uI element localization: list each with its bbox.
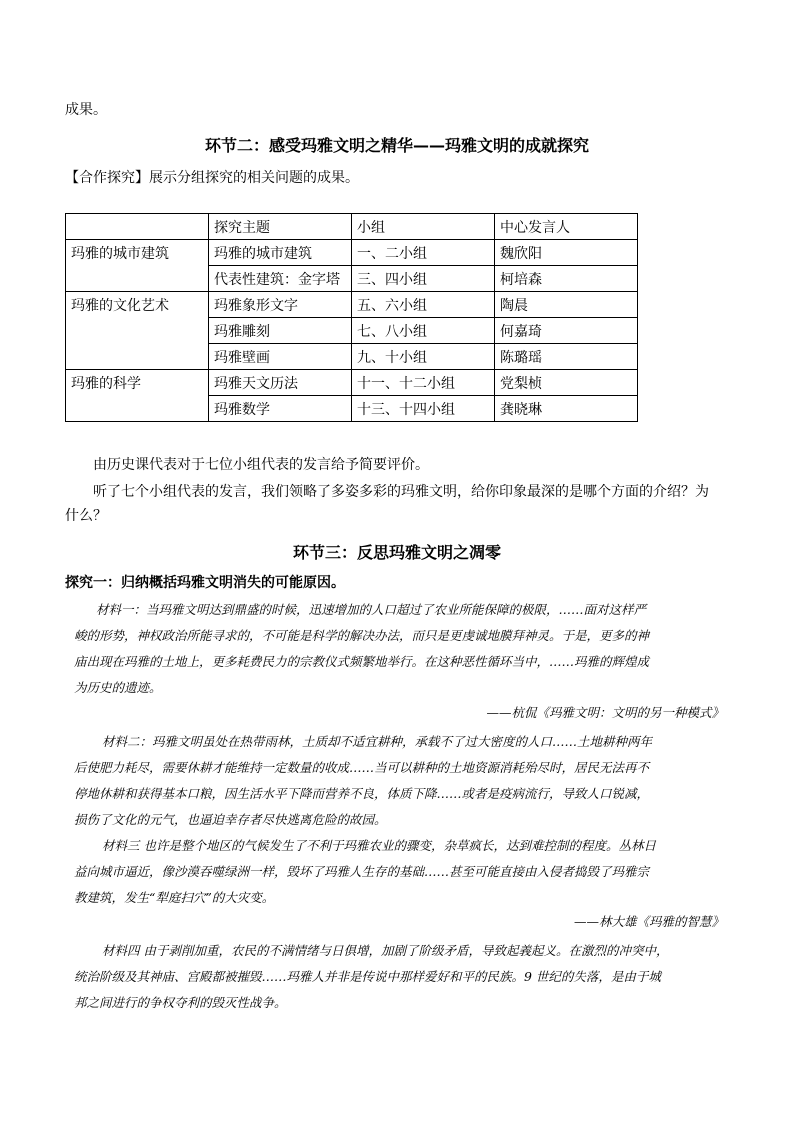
material1-line3: 庙出现在玛雅的土地上，更多耗费民力的宗教仪式频繁地举行。在这种恶性循环当中，……玛雅的辉煌成 — [74, 654, 650, 669]
table-cell: 玛雅雕刻 — [209, 318, 352, 344]
table-cell: 龚晓琳 — [495, 396, 638, 422]
table-cell: 玛雅壁画 — [209, 344, 352, 370]
group-name-cell: 玛雅的文化艺术 — [66, 292, 209, 370]
table-cell: 陶晨 — [495, 292, 638, 318]
table-row — [66, 370, 638, 396]
material4-line1: 材料四 由于剥削加重，农民的不满情绪与日俱增，加剧了阶级矛盾，导致起義起义。在激烈的冲突中， — [102, 943, 669, 958]
table-cell: 何嘉琦 — [495, 318, 638, 344]
group-table — [65, 213, 638, 422]
table-header-cell — [66, 214, 209, 240]
material2-line3: 停地休耕和获得基本口粮，因生活水平下降而营养不良，体质下降……或者是疫病流行，导致人口锐减， — [74, 786, 650, 801]
section2-title: 环节二：感受玛雅文明之精华——玛雅文明的成就探究 — [204, 136, 589, 155]
coop-line: 【合作探究】展示分组探究的相关问题的成果。 — [65, 170, 359, 186]
table-cell: 一、二小组 — [352, 240, 495, 266]
table-cell: 十三、十四小组 — [352, 396, 495, 422]
table-cell: 玛雅数学 — [209, 396, 352, 422]
paragraph-evaluation: 由历史课代表对于七位小组代表的发言给予简要评价。 — [93, 457, 429, 473]
table-cell: 九、十小组 — [352, 344, 495, 370]
table-cell: 玛雅象形文字 — [209, 292, 352, 318]
material2-line1: 材料二：玛雅文明虽处在热带雨林，土质却不适宜耕种，承载不了过大密度的人口……土地耕种两年 — [102, 734, 653, 749]
table-cell: 魏欣阳 — [495, 240, 638, 266]
material1-line1: 材料一：当玛雅文明达到鼎盛的时候，迅速增加的人口超过了农业所能保障的极限，……面对这样严 — [96, 602, 647, 617]
table-header-cell: 中心发言人 — [495, 214, 638, 240]
material2-line2: 后使肥力耗尽，需要休耕才能维持一定数量的收成……当可以耕种的土地资源消耗殆尽时，居民无法再不 — [74, 760, 650, 775]
table-header-cell: 小组 — [352, 214, 495, 240]
table-cell: 五、六小组 — [352, 292, 495, 318]
explore1-heading: 探究一：归纳概括玛雅文明消失的可能原因。 — [65, 575, 345, 591]
material4-line3: 邦之间进行的争权夺利的毁灭性战争。 — [74, 995, 287, 1010]
group-name-cell: 玛雅的科学 — [66, 370, 209, 422]
table-header-cell: 探究主题 — [209, 214, 352, 240]
table-row — [66, 240, 638, 266]
intro-tail: 成果。 — [65, 102, 107, 118]
table-cell: 玛雅天文历法 — [209, 370, 352, 396]
table-header-row — [66, 214, 638, 240]
table-cell: 代表性建筑：金字塔 — [209, 266, 352, 292]
section3-title: 环节三：反思玛雅文明之凋零 — [292, 543, 501, 562]
material3-source: ——林大雄《玛雅的智慧》 — [573, 914, 724, 929]
table-row — [66, 292, 638, 318]
table-cell: 三、四小组 — [352, 266, 495, 292]
material1-line4: 为历史的遗迹。 — [74, 680, 162, 695]
material1-source: ——杭侃《玛雅文明：文明的另一种模式》 — [486, 705, 724, 720]
table-cell: 柯培森 — [495, 266, 638, 292]
paragraph-question-line1: 听了七个小组代表的发言，我们领略了多姿多彩的玛雅文明，给你印象最深的是哪个方面的介绍？为 — [93, 484, 709, 500]
material2-line4: 损伤了文化的元气，也逼迫幸存者尽快逃离危险的故园。 — [74, 812, 387, 827]
material3-line2: 益向城市逼近，像沙漠吞噬绿洲一样，毁坏了玛雅人生存的基础……甚至可能直接由入侵者捣毁了玛雅宗 — [74, 864, 650, 879]
paragraph-question-line2: 什么？ — [65, 508, 107, 524]
material1-line2: 峻的形势，神权政治所能寻求的，不可能是科学的解决办法，而只是更虔诚地膜拜神灵。于是，更多的神 — [74, 628, 650, 643]
table-cell: 玛雅的城市建筑 — [209, 240, 352, 266]
group-name-cell: 玛雅的城市建筑 — [66, 240, 209, 292]
material3-line1: 材料三 也许是整个地区的气候发生了不利于玛雅农业的骤变，杂草疯长，达到难控制的程度。丛林日 — [102, 838, 656, 853]
table-cell: 陈璐瑶 — [495, 344, 638, 370]
table-cell: 党梨桢 — [495, 370, 638, 396]
material3-line3: 教建筑，发生“犁庭扫穴”的大灾变。 — [74, 890, 275, 905]
material4-line2: 统治阶级及其神庙、宫殿都被摧毁……玛雅人并非是传说中那样爱好和平的民族。9 世纪的失落，是由于城 — [74, 969, 661, 984]
table-cell: 七、八小组 — [352, 318, 495, 344]
table-cell: 十一、十二小组 — [352, 370, 495, 396]
